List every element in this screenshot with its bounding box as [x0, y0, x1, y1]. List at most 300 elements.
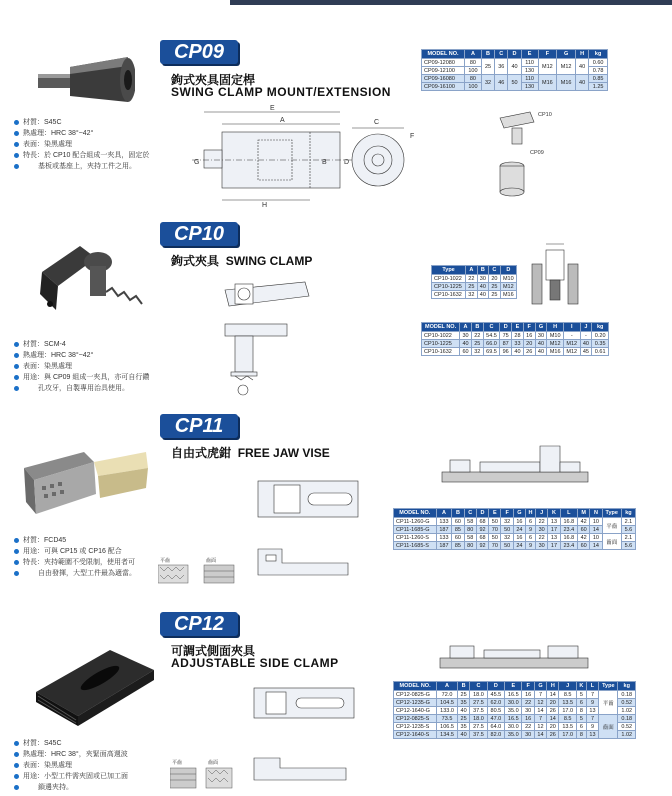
table-cell: 30	[535, 332, 547, 340]
col-header: A	[460, 323, 472, 332]
table-cell: 30	[460, 332, 472, 340]
table-cell: M16	[500, 291, 516, 299]
table-cell: 30.0	[505, 699, 522, 707]
cp12-spec-table	[393, 681, 636, 739]
table-cell: 40	[508, 59, 521, 75]
table-cell: 85	[452, 526, 464, 534]
table-cell: 40	[477, 291, 489, 299]
cp09-technical-drawing	[162, 104, 422, 208]
table-cell: 16.8	[560, 518, 577, 526]
table-row	[432, 291, 517, 299]
cp09-dim-e: E	[270, 105, 275, 112]
cp11-technical-drawing	[238, 463, 368, 603]
table-row	[394, 715, 636, 723]
cp11-jaw-label-serrated: 齒面	[206, 558, 217, 564]
table-cell: 62.0	[487, 699, 504, 707]
table-cell: CP12-0825-S	[394, 715, 437, 723]
cp11-spec-material: 材質：FCD45	[14, 535, 164, 546]
table-cell: 13.5	[559, 723, 576, 731]
col-header: D	[508, 50, 521, 59]
cp09-dim-c: C	[374, 119, 380, 126]
table-cell: 9	[586, 723, 598, 731]
cp11-spec-list	[14, 535, 164, 579]
col-header: MODEL NO.	[394, 509, 437, 518]
table-cell: 40	[477, 283, 489, 291]
table-cell: CP12-1235-S	[394, 723, 437, 731]
col-header: A	[466, 266, 478, 275]
cp09-photo	[30, 52, 135, 112]
col-header: MODEL NO.	[422, 50, 465, 59]
col-header: K	[548, 509, 560, 518]
table-cell: 6	[576, 699, 586, 707]
cp12-jaw-samples	[170, 756, 250, 790]
table-cell: 14	[534, 731, 546, 739]
table-cell: 30	[536, 542, 548, 550]
cp09-spec-table	[421, 49, 608, 91]
cp12-badge: CP12	[160, 612, 238, 636]
table-cell: 33	[512, 340, 524, 348]
table-cell: 133	[436, 518, 452, 526]
table-cell: M12	[547, 340, 564, 348]
table-cell: 5.6	[621, 526, 635, 534]
cp11-title-en: FREE JAW VISE	[237, 446, 330, 460]
table-cell: 7	[534, 691, 546, 699]
table-cell: 32	[481, 75, 494, 91]
table-cell: 14	[547, 691, 559, 699]
table-cell: 0.18	[618, 715, 636, 723]
table-cell: 26	[523, 348, 535, 356]
table-cell: 平齒	[599, 691, 618, 715]
table-cell: CP11-1260-S	[394, 534, 437, 542]
table-cell: 0.20	[592, 332, 609, 340]
table-cell: 32	[466, 291, 478, 299]
col-header: I	[563, 323, 580, 332]
cp09-title-cn: 鉤式夾具固定桿	[171, 73, 256, 87]
cp10-technical-drawing	[205, 272, 340, 397]
table-cell: 20	[547, 699, 559, 707]
table-cell: 30	[536, 526, 548, 534]
cp09-label-cp10: CP10	[538, 112, 552, 118]
table-cell: M10	[500, 275, 516, 283]
table-cell: M16	[538, 75, 557, 91]
table-cell: 17	[548, 526, 560, 534]
table-cell: 14	[547, 715, 559, 723]
cp09-label-cp09: CP09	[530, 150, 544, 156]
table-cell: 18.0	[470, 691, 487, 699]
cp09-dim-b: B	[322, 159, 327, 166]
table-cell: 42	[577, 518, 589, 526]
table-cell: 110	[521, 75, 538, 83]
table-cell: CP09-12100	[422, 67, 465, 75]
table-cell: 28	[512, 332, 524, 340]
table-header-row	[394, 509, 636, 518]
table-cell: 40	[512, 348, 524, 356]
table-cell: 110	[521, 59, 538, 67]
cp10-mount-sketch	[528, 236, 588, 308]
table-cell: 37.5	[470, 731, 487, 739]
table-cell: CP12-1640-G	[394, 707, 437, 715]
col-header: H	[547, 682, 559, 691]
table-cell: 87	[500, 340, 512, 348]
table-cell: 1.02	[618, 731, 636, 739]
table-row	[422, 59, 608, 67]
table-cell: 0.52	[618, 699, 636, 707]
table-cell: 40	[460, 340, 472, 348]
table-cell: CP10-1225	[432, 283, 466, 291]
table-cell: 8.5	[559, 691, 576, 699]
col-header: E	[489, 509, 501, 518]
cp09-spec-heat: 熱處理：HRC 38°~42°	[14, 128, 164, 139]
cp10-spec-usage-cont: 孔攻牙，自製專用治具使用。	[14, 383, 164, 394]
table-cell: 92	[476, 526, 488, 534]
table-header-row	[422, 323, 609, 332]
table-cell: 92	[476, 542, 488, 550]
table-cell: 70	[489, 542, 501, 550]
table-cell: 16	[522, 715, 534, 723]
table-cell: 12	[534, 723, 546, 731]
col-header: H	[575, 50, 588, 59]
table-cell: 25	[471, 340, 483, 348]
table-cell: 13	[586, 707, 598, 715]
table-cell: 5	[576, 715, 586, 723]
table-cell: CP11-1685-S	[394, 542, 437, 550]
table-cell: 47.0	[487, 715, 504, 723]
table-cell: 25	[466, 283, 478, 291]
cp09-dim-g: G	[194, 159, 200, 166]
table-row	[394, 542, 636, 550]
table-cell: 187	[436, 542, 452, 550]
table-cell: 35	[457, 723, 469, 731]
col-header: G	[513, 509, 525, 518]
table-cell: 20	[523, 340, 535, 348]
table-cell: CP10-1022	[432, 275, 466, 283]
table-cell: 60	[452, 518, 464, 526]
table-cell: 30	[477, 275, 489, 283]
col-header: MODEL NO.	[394, 682, 437, 691]
table-cell: CP12-1640-S	[394, 731, 437, 739]
table-cell: 14	[534, 707, 546, 715]
table-cell: 40	[535, 340, 547, 348]
col-header: kg	[618, 682, 636, 691]
table-cell: 32	[471, 348, 483, 356]
table-cell: CP10-1225	[422, 340, 460, 348]
table-cell: 60	[452, 534, 464, 542]
table-cell: 0.85	[589, 75, 608, 83]
cp10-spec-list	[14, 339, 164, 394]
table-cell: CP09-12080	[422, 59, 465, 67]
table-cell: CP12-1235-G	[394, 699, 437, 707]
table-cell: 2.1	[621, 534, 635, 542]
col-header: J	[580, 323, 592, 332]
col-header: C	[489, 266, 501, 275]
table-cell: 133	[436, 534, 452, 542]
cp11-photo	[14, 428, 154, 528]
table-cell: 35.0	[505, 707, 522, 715]
table-row	[432, 283, 517, 291]
cp10-spec-surface: 表面：染黑處理	[14, 361, 164, 372]
table-cell: 68	[476, 518, 488, 526]
table-cell: 0.35	[592, 340, 609, 348]
cp10-type-table	[431, 265, 517, 299]
table-cell: M10	[547, 332, 564, 340]
cp12-title-cn: 可調式側面夾具	[171, 644, 256, 658]
table-cell: 16	[523, 332, 535, 340]
col-header: A	[437, 682, 458, 691]
cp09-spec-material: 材質：S45C	[14, 117, 164, 128]
table-cell: 46	[495, 75, 508, 91]
table-cell: 14	[590, 542, 602, 550]
table-cell: 80	[464, 526, 476, 534]
table-cell: 58	[464, 518, 476, 526]
table-cell: 58	[464, 534, 476, 542]
table-cell: M12	[557, 59, 576, 75]
col-header: kg	[589, 50, 608, 59]
table-cell: 22	[522, 723, 534, 731]
table-cell: 7	[586, 691, 598, 699]
table-cell: 60	[460, 348, 472, 356]
cp09-badge: CP09	[160, 40, 238, 64]
table-cell: 134.5	[437, 731, 458, 739]
cp09-dim-f: F	[410, 133, 415, 140]
cp12-spec-heat: 熱處理：HRC 38°，夾緊面高週波	[14, 749, 164, 760]
cp11-spec-usage: 用途：可與 CP15 或 CP16 配合	[14, 546, 164, 557]
col-header: E	[505, 682, 522, 691]
table-cell: 32	[501, 534, 513, 542]
table-header-row	[432, 266, 517, 275]
table-cell: 85	[452, 542, 464, 550]
table-row	[422, 340, 609, 348]
col-header: B	[477, 266, 489, 275]
table-cell: M12	[500, 283, 516, 291]
table-cell: 80.5	[487, 707, 504, 715]
table-cell: 23.4	[560, 542, 577, 550]
col-header: H	[526, 509, 536, 518]
table-cell: 35	[457, 699, 469, 707]
table-cell: 22	[536, 518, 548, 526]
table-cell: 16	[513, 518, 525, 526]
table-cell: 16.5	[505, 691, 522, 699]
table-cell: 104.5	[437, 699, 458, 707]
table-cell: 0.78	[589, 67, 608, 75]
table-row	[394, 691, 636, 699]
cp11-jaw-samples	[158, 555, 238, 585]
cp11-jaw-label-flat: 平齒	[160, 558, 171, 564]
table-row	[394, 534, 636, 542]
col-header: MODEL NO.	[422, 323, 460, 332]
table-cell: 26	[547, 707, 559, 715]
table-cell: -	[563, 332, 580, 340]
cp11-badge: CP11	[160, 414, 238, 438]
table-cell: 187	[436, 526, 452, 534]
table-cell: 26	[547, 731, 559, 739]
table-cell: M12	[563, 340, 580, 348]
table-cell: 16	[513, 534, 525, 542]
table-cell: 10	[590, 534, 602, 542]
cp11-spec-feature-cont: 自由發揮，大型工件最為適當。	[14, 568, 164, 579]
col-header: N	[590, 509, 602, 518]
table-cell: 40	[457, 731, 469, 739]
table-cell: 7	[534, 715, 546, 723]
table-cell: 25	[457, 715, 469, 723]
table-cell: 22	[471, 332, 483, 340]
table-cell: 40	[457, 707, 469, 715]
table-cell: M12	[563, 348, 580, 356]
table-cell: CP09-16100	[422, 83, 465, 91]
table-cell: 0.18	[618, 691, 636, 699]
cp12-spec-usage: 用途：小型工件需夾固或已加工面	[14, 771, 164, 782]
table-cell: 60	[577, 542, 589, 550]
col-header: B	[481, 50, 494, 59]
table-cell: 80	[464, 75, 481, 83]
cp10-title	[171, 252, 312, 269]
table-cell: 14	[590, 526, 602, 534]
cp10-spec-table	[421, 322, 609, 356]
table-cell: 8	[576, 731, 586, 739]
col-header: F	[522, 682, 534, 691]
table-cell: 50	[501, 526, 513, 534]
cp12-spec-material: 材質：S45C	[14, 738, 164, 749]
table-cell: 40	[535, 348, 547, 356]
table-cell: 0.61	[592, 348, 609, 356]
col-header: A	[464, 50, 481, 59]
table-cell: 27.5	[470, 699, 487, 707]
table-cell: 10	[590, 518, 602, 526]
table-cell: 6	[526, 518, 536, 526]
table-cell: 100	[464, 67, 481, 75]
cp09-dim-h: H	[262, 202, 268, 208]
table-cell: 24	[513, 526, 525, 534]
table-cell: 2.1	[621, 518, 635, 526]
table-cell: -	[580, 332, 592, 340]
table-cell: 45.5	[487, 691, 504, 699]
cp09-assembly-sketch	[486, 108, 566, 208]
table-cell: M12	[538, 59, 557, 75]
col-header: kg	[621, 509, 635, 518]
table-cell: 9	[526, 542, 536, 550]
col-header: D	[500, 323, 512, 332]
table-cell: 50	[489, 534, 501, 542]
table-cell: 1.25	[589, 83, 608, 91]
table-cell: 130	[521, 67, 538, 75]
table-cell: 130	[521, 83, 538, 91]
cp11-spec-feature: 特長：夾持範圍不受限制，使用者可	[14, 557, 164, 568]
cp11-assembly-sketch	[440, 438, 590, 488]
cp10-spec-heat: 熱處理：HRC 38°~42°	[14, 350, 164, 361]
col-header: H	[547, 323, 564, 332]
table-cell: 60	[577, 526, 589, 534]
table-cell: 133.0	[437, 707, 458, 715]
table-cell: 0.60	[589, 59, 608, 67]
cp12-photo	[30, 628, 160, 728]
cp10-spec-usage: 用途：與 CP09 組成一夾具，亦可自行鑽	[14, 372, 164, 383]
col-header: F	[523, 323, 535, 332]
table-cell: 42	[577, 534, 589, 542]
table-cell: 8	[576, 707, 586, 715]
table-cell: 32	[501, 518, 513, 526]
table-cell: 30.0	[505, 723, 522, 731]
cp09-dim-a: A	[280, 117, 285, 124]
table-cell: 12	[534, 699, 546, 707]
table-cell: 80	[464, 542, 476, 550]
table-cell: 40	[575, 59, 588, 75]
table-cell: 13	[586, 731, 598, 739]
table-cell: CP11-1260-G	[394, 518, 437, 526]
table-cell: 50	[501, 542, 513, 550]
cp12-spec-list	[14, 738, 164, 793]
table-cell: 30	[522, 731, 534, 739]
table-cell: 66.0	[483, 340, 500, 348]
table-cell: 54.5	[483, 332, 500, 340]
col-header: J	[559, 682, 576, 691]
table-cell: CP11-1685-G	[394, 526, 437, 534]
col-header: L	[560, 509, 577, 518]
cp11-spec-table	[393, 508, 636, 550]
table-cell: 22	[536, 534, 548, 542]
cp09-dim-d: D	[344, 159, 350, 166]
table-cell: 平齒	[602, 518, 621, 534]
table-cell: 25	[489, 291, 501, 299]
col-header: B	[457, 682, 469, 691]
col-header: L	[586, 682, 598, 691]
col-header: K	[576, 682, 586, 691]
table-cell: 齒面	[599, 715, 618, 739]
table-cell: 25	[489, 283, 501, 291]
table-cell: 72.0	[437, 691, 458, 699]
table-cell: 16	[522, 691, 534, 699]
table-cell: 82.0	[487, 731, 504, 739]
table-cell: 106.5	[437, 723, 458, 731]
cp12-spec-usage-cont: 鎖邊夾持。	[14, 782, 164, 793]
table-header-row	[422, 50, 608, 59]
table-cell: 17.0	[559, 707, 576, 715]
table-cell: 35.0	[505, 731, 522, 739]
table-cell: 8.5	[559, 715, 576, 723]
table-cell: 6	[526, 534, 536, 542]
table-cell: 50	[508, 75, 521, 91]
cp09-spec-surface: 表面：染黑處理	[14, 139, 164, 150]
table-cell: 5	[576, 691, 586, 699]
table-cell: 25	[457, 691, 469, 699]
table-cell: 0.52	[618, 723, 636, 731]
table-row	[422, 332, 609, 340]
table-cell: 18.0	[470, 715, 487, 723]
table-header-row	[394, 682, 636, 691]
cp10-title-cn: 鉤式夾具	[171, 254, 220, 268]
col-header: Type	[599, 682, 618, 691]
col-header: kg	[592, 323, 609, 332]
col-header: D	[500, 266, 516, 275]
col-header: G	[557, 50, 576, 59]
table-cell: CP10-1632	[432, 291, 466, 299]
table-cell: 13.5	[559, 699, 576, 707]
col-header: C	[483, 323, 500, 332]
table-cell: 23.4	[560, 526, 577, 534]
col-header: F	[501, 509, 513, 518]
col-header: Type	[432, 266, 466, 275]
table-cell: 9	[526, 526, 536, 534]
table-cell: 20	[547, 723, 559, 731]
table-cell: 45	[580, 348, 592, 356]
cp10-photo	[20, 232, 160, 332]
table-row	[432, 275, 517, 283]
cp11-title-cn: 自由式虎鉗	[171, 446, 232, 460]
table-cell: 64.0	[487, 723, 504, 731]
table-cell: 73.5	[437, 715, 458, 723]
cp12-jaw-label-flat: 平齒	[172, 760, 183, 766]
table-row	[422, 348, 609, 356]
table-cell: M16	[557, 75, 576, 91]
col-header: D	[487, 682, 504, 691]
